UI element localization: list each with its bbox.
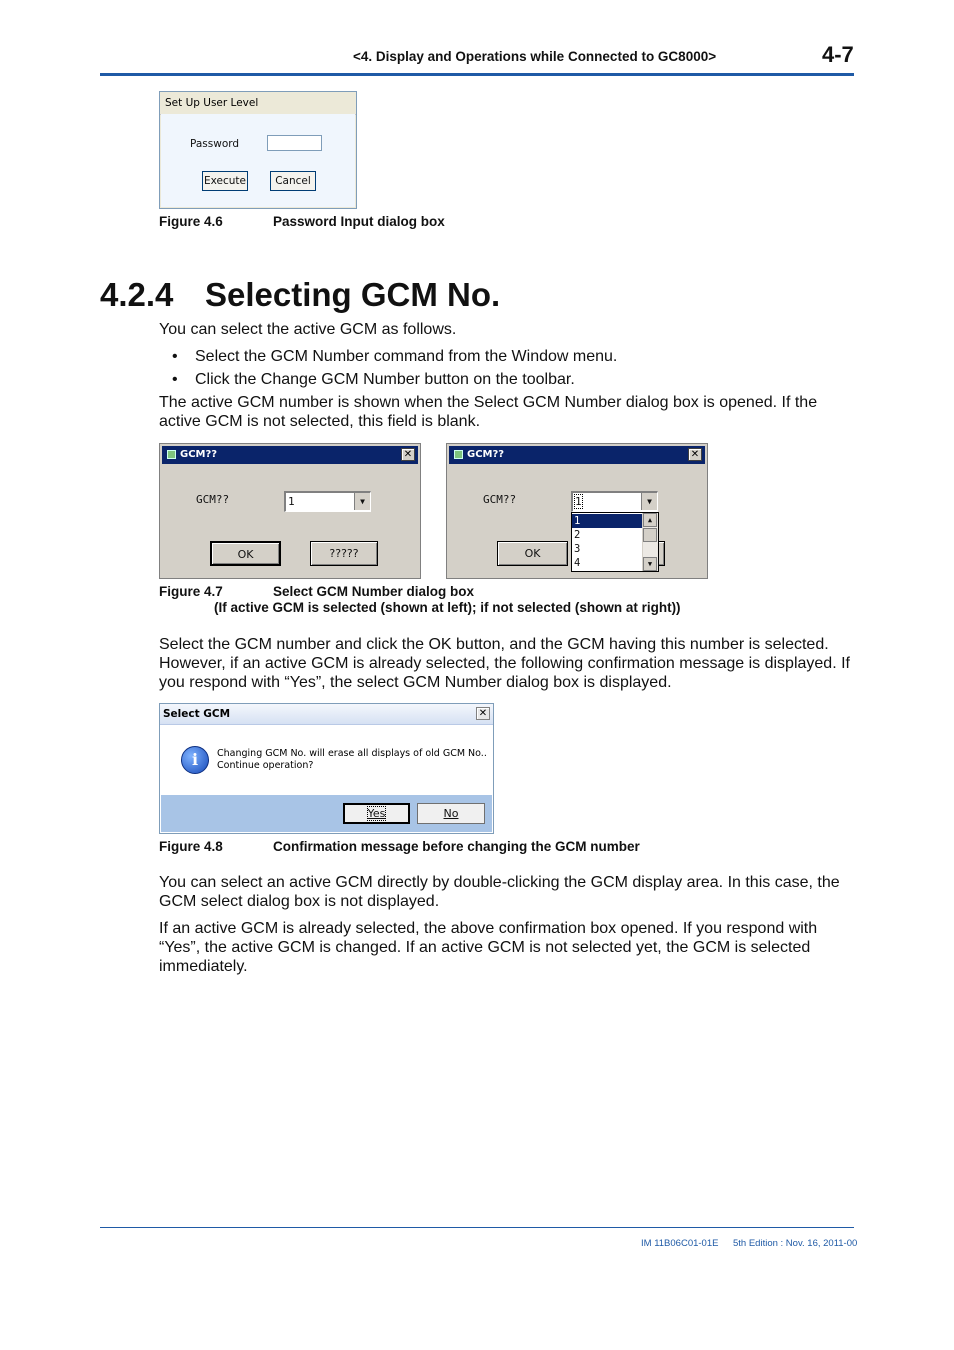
gcm-dropdown-list[interactable] xyxy=(571,512,659,572)
dialog-title: GCM?? xyxy=(180,449,218,460)
close-icon[interactable]: ✕ xyxy=(401,448,415,461)
scroll-up-icon[interactable]: ▲ xyxy=(643,513,657,527)
dialog-body xyxy=(161,114,355,207)
doc-id: IM 11B06C01-01E xyxy=(641,1238,719,1249)
dropdown-scrollbar[interactable] xyxy=(642,513,658,571)
dropdown-option[interactable]: 2 xyxy=(574,529,581,541)
password-input[interactable] xyxy=(267,135,322,151)
password-label: Password xyxy=(190,138,240,150)
scroll-thumb[interactable] xyxy=(643,528,657,542)
figure-4-6-number: Figure 4.6 xyxy=(159,214,223,229)
execute-button[interactable]: Execute xyxy=(202,171,248,191)
active-gcm-paragraph: The active GCM number is shown when the Select GCM Number dialog box is opened. If the active GCM is not selected, this field is blank. xyxy=(159,394,818,430)
ok-button[interactable]: OK xyxy=(497,541,568,566)
app-icon xyxy=(167,450,176,459)
dialog-title: Set Up User Level xyxy=(165,97,259,109)
gcm-label: GCM?? xyxy=(483,493,517,506)
gcm-select-value: 1 xyxy=(575,495,582,508)
confirm-dialog xyxy=(159,703,494,834)
user-level-dialog xyxy=(159,91,357,209)
app-icon xyxy=(454,450,463,459)
yes-label: Yes xyxy=(367,807,386,820)
figure-4-8-number: Figure 4.8 xyxy=(159,839,223,854)
no-label: No xyxy=(443,807,459,820)
bullet-marker: • xyxy=(172,371,178,388)
confirm-message-line2: Continue operation? xyxy=(217,760,314,771)
section-heading xyxy=(100,276,500,314)
edition: 5th Edition : Nov. 16, 2011-00 xyxy=(733,1238,858,1249)
cancel-button[interactable]: ????? xyxy=(310,541,378,566)
bullet-item: Click the Change GCM Number button on the toolbar. xyxy=(195,371,575,388)
section-title: Selecting GCM No. xyxy=(205,276,501,313)
confirm-message-line1: Changing GCM No. will erase all displays of old GCM No.. xyxy=(217,748,487,759)
gcm-select[interactable] xyxy=(284,491,371,512)
bullet-marker: • xyxy=(172,348,178,365)
ok-button[interactable]: OK xyxy=(210,541,281,566)
double-click-paragraph: You can select an active GCM directly by double-clicking the GCM display area. In this case, the GCM select dialog box is not displayed. xyxy=(159,874,840,910)
dropdown-option[interactable]: 1 xyxy=(572,514,644,528)
figure-4-7-subcaption: (If active GCM is selected (shown at left); if not selected (shown at right)) xyxy=(214,600,681,615)
scroll-down-icon[interactable]: ▼ xyxy=(643,557,657,571)
dropdown-option[interactable]: 3 xyxy=(574,543,581,555)
dialog-title: Select GCM xyxy=(163,708,231,720)
footer-rule xyxy=(100,1227,854,1228)
dialog-titlebar xyxy=(449,446,705,464)
gcm-select-value: 1 xyxy=(288,495,295,508)
chevron-down-icon[interactable]: ▼ xyxy=(354,493,370,510)
figure-4-8-caption: Confirmation message before changing the GCM number xyxy=(273,839,640,854)
select-gcm-dialog-right xyxy=(446,443,708,579)
dialog-titlebar xyxy=(162,446,418,464)
select-paragraph: Select the GCM number and click the OK button, and the GCM having this number is selected. However, if an active GCM is already selected, the following confirmation message is displayed. If you respond with “Yes”, the select GCM Number dialog box is displayed. xyxy=(159,636,850,691)
cancel-button[interactable]: Cancel xyxy=(270,171,316,191)
intro-paragraph: You can select the active GCM as follows. xyxy=(159,321,457,338)
section-number: 4.2.4 xyxy=(100,276,174,313)
yes-button[interactable] xyxy=(343,803,410,824)
dropdown-option[interactable]: 4 xyxy=(574,557,581,569)
header-rule xyxy=(100,73,854,76)
page-number: 4-7 xyxy=(822,42,854,67)
chevron-down-icon[interactable]: ▼ xyxy=(641,493,657,510)
figure-4-6-caption: Password Input dialog box xyxy=(273,214,445,229)
close-icon[interactable]: ✕ xyxy=(476,707,490,720)
select-gcm-dialog-left xyxy=(159,443,421,579)
confirm-paragraph: If an active GCM is already selected, the above confirmation box opened. If you respond with “Yes”, the active GCM is changed. If an active GCM is not selected yet, the GCM is selected immediately. xyxy=(159,920,818,975)
dialog-titlebar xyxy=(160,704,493,725)
gcm-select[interactable] xyxy=(571,491,658,512)
info-icon: i xyxy=(181,746,209,774)
dialog-titlebar xyxy=(160,92,356,115)
figure-4-7-caption: Select GCM Number dialog box xyxy=(273,584,475,599)
chapter-title: <4. Display and Operations while Connected to GC8000> xyxy=(353,49,717,64)
gcm-label: GCM?? xyxy=(196,493,230,506)
figure-4-7-number: Figure 4.7 xyxy=(159,584,223,599)
dialog-title: GCM?? xyxy=(467,449,505,460)
close-icon[interactable]: ✕ xyxy=(688,448,702,461)
no-button[interactable] xyxy=(417,803,485,824)
bullet-item: Select the GCM Number command from the Window menu. xyxy=(195,348,618,365)
